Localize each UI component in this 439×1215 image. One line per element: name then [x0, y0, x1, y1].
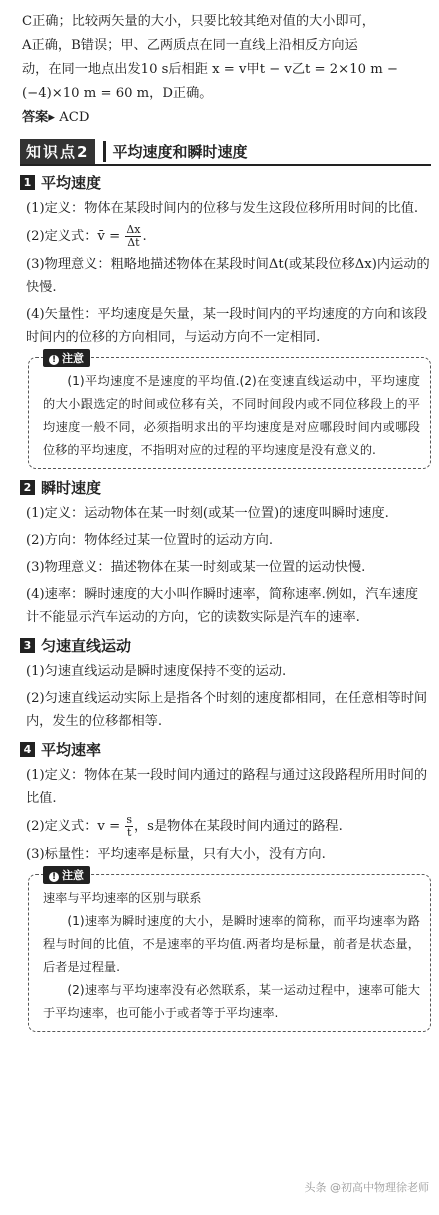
- note-tag-label: 注意: [62, 869, 84, 882]
- definition: (1)定义：运动物体在某一时刻(或某一位置)的速度叫瞬时速度.: [26, 506, 389, 521]
- knowledge-point-tag: 知识点2: [20, 139, 95, 164]
- answer-value: ACD: [59, 110, 90, 125]
- fraction: [125, 224, 141, 249]
- section-title: 匀速直线运动: [41, 637, 132, 655]
- section-heading: [20, 635, 431, 656]
- fraction: [125, 814, 133, 839]
- note-text: (1)速率为瞬时速度的大小，是瞬时速率的简称，而平均速率为路程与时间的比值，不是速率的平均值.两者均是标量，前者是状态量，后者是过程量.: [43, 914, 420, 974]
- formula-line: [26, 814, 431, 839]
- note-tag-label: 注意: [62, 352, 84, 365]
- note-tag: [43, 349, 90, 367]
- section-number: 4: [20, 742, 35, 757]
- watermark: 头条 @初高中物理徐老师: [304, 1181, 429, 1194]
- note-box: [28, 869, 431, 1032]
- answer-label: 答案▸: [22, 110, 55, 125]
- knowledge-point-title: 平均速度和瞬时速度: [103, 141, 247, 162]
- section-heading: [20, 172, 431, 193]
- intro-line: C正确；比较两矢量的大小，只要比较其绝对值的大小即可，: [22, 14, 375, 29]
- fraction-numerator: s: [126, 813, 132, 826]
- paragraph: (2)匀速直线运动实际上是指各个时刻的速度都相同，在任意相等时间内，发生的位移都相等.: [26, 691, 428, 729]
- fraction-denominator: Δt: [127, 236, 140, 249]
- section-heading: [20, 739, 431, 760]
- exclamation-icon: !: [49, 872, 59, 882]
- note-text: (2)速率与平均速率没有必然联系，某一运动过程中，速率可能大于平均速率，也可能小于或者等于平均速率.: [43, 983, 420, 1020]
- section-title: 瞬时速度: [41, 479, 102, 497]
- formula-line: (2)定义式：v̄ = $\frac{\Delta x}{\Delta t}$ .: [26, 223, 147, 249]
- formula-label: (2)定义式：v̄ =: [26, 229, 121, 244]
- physical-meaning: (3)物理意义：粗略地描述物体在某段时间Δt(或某段位移Δx)内运动的快慢.: [26, 257, 430, 295]
- definition: (1)定义：物体在某段时间内的位移与发生这段位移所用时间的比值.: [26, 201, 419, 216]
- formula-label: (2)定义式：v =: [26, 819, 121, 834]
- note-box: [28, 352, 431, 469]
- intro-line: (−4)×10 m = 60 m，D正确。: [22, 86, 213, 101]
- section-number: 3: [20, 638, 35, 653]
- vector-property: (4)矢量性：平均速度是矢量，某一段时间内的平均速度的方向和该段时间内的位移的方向相同，与运动方向不一定相同.: [26, 307, 428, 345]
- section-heading: [20, 477, 431, 498]
- paragraph: (1)匀速直线运动是瞬时速度保持不变的运动.: [26, 664, 287, 679]
- direction: (2)方向：物体经过某一位置时的运动方向.: [26, 533, 274, 548]
- scalar-property: (3)标量性：平均速率是标量，只有大小，没有方向.: [26, 847, 326, 862]
- section-title: 平均速率: [41, 741, 102, 759]
- note-tag: [43, 866, 90, 884]
- intro-line: 动，在同一地点出发10 s后相距 x = v甲t − v乙t = 2×10 m −: [22, 62, 398, 77]
- fraction-numerator: Δx: [126, 223, 141, 236]
- formula-tail: ，s是物体在某段时间内通过的路程.: [133, 819, 343, 834]
- definition: (1)定义：物体在某一段时间内通过的路程与通过这段路程所用时间的比值.: [26, 768, 428, 806]
- note-heading: 速率与平均速率的区别与联系: [43, 891, 202, 905]
- note-text: (1)平均速度不是速度的平均值.(2)在变速直线运动中，平均速度的大小跟选定的时间或位移有关，不同时间段内或不同位移段上的平均速度一般不同，必须指明求出的平均速度是对应哪段时间内或哪段位移的平均速度，不指明对应的过程的平均速度是没有意义的.: [43, 374, 420, 457]
- fraction-denominator: t: [126, 826, 132, 839]
- intro-block: [22, 10, 431, 106]
- exclamation-icon: !: [49, 355, 59, 365]
- section-title: 平均速度: [41, 174, 102, 192]
- physical-meaning: (3)物理意义：描述物体在某一时刻或某一位置的运动快慢.: [26, 560, 366, 575]
- section-number: 2: [20, 480, 35, 495]
- section-number: 1: [20, 175, 35, 190]
- speed-rate: (4)速率：瞬时速度的大小叫作瞬时速率，简称速率.例如，汽车速度计不能显示汽车运动的方向，它的读数实际是汽车的速率.: [26, 587, 419, 625]
- intro-line: A正确，B错误；甲、乙两质点在同一直线上沿相反方向运: [22, 38, 358, 53]
- answer-line: [22, 106, 431, 130]
- knowledge-point-header: [20, 138, 431, 166]
